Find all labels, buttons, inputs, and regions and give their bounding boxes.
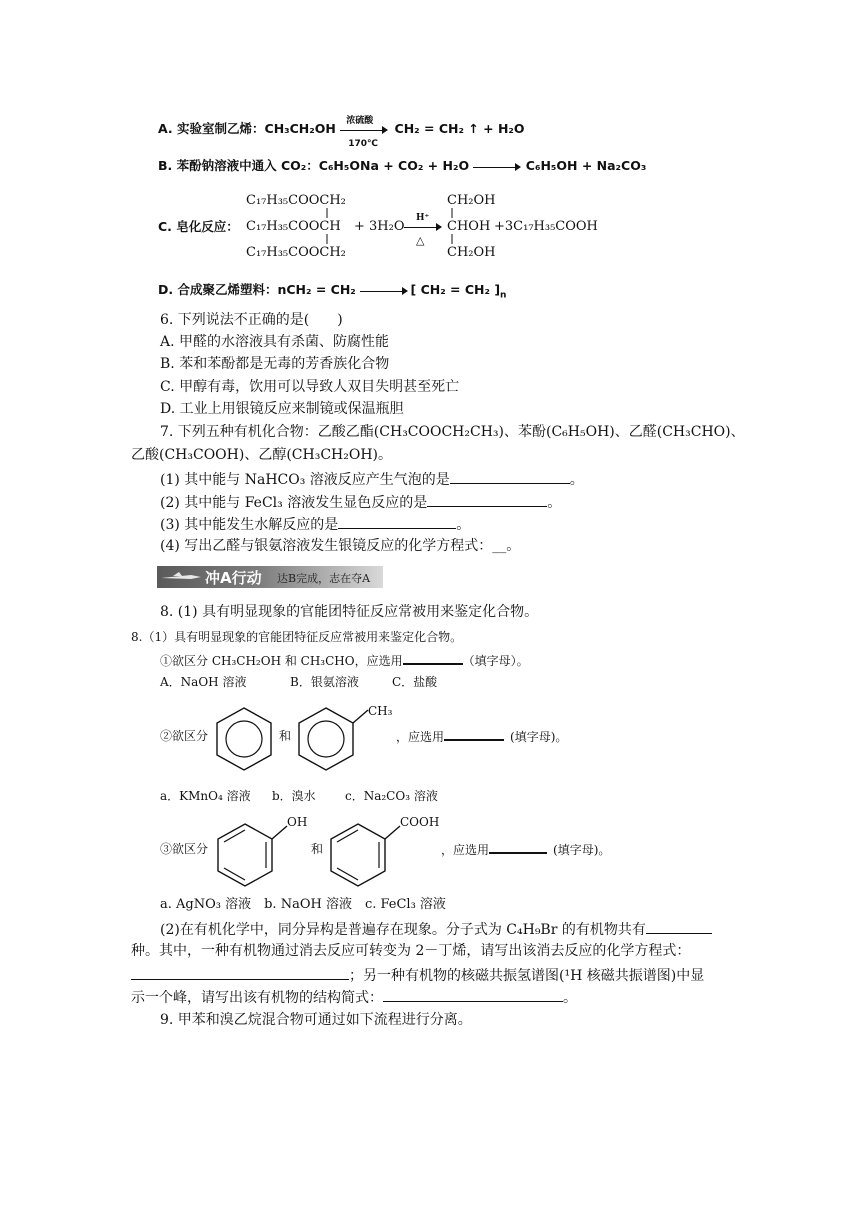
- reaction-b-lhs: C₆H₅ONa + CO₂ + H₂O: [318, 158, 470, 173]
- glycerol-top: CH₂OH: [447, 193, 496, 208]
- q8-part-2-line-4-text: 示一个峰，请写出该有机物的结构简式：: [131, 990, 383, 1006]
- q8-sub-2-option-b: b．溴水: [272, 789, 316, 803]
- q7-part-1: [160, 469, 584, 489]
- q8-line-1: 8. (1) 具有明显现象的官能团特征反应常被用来鉴定化合物。: [160, 604, 539, 620]
- q7-answer-blank-1[interactable]: [450, 469, 570, 484]
- reaction-c-water: + 3H₂O: [354, 219, 405, 234]
- reaction-arrow-d: [360, 284, 406, 298]
- q7-answer-blank-2[interactable]: [427, 492, 547, 507]
- q6-option-d: D. 工业上用银镜反应来制镜或保温瓶胆: [160, 401, 404, 417]
- q8-sub-1-text: ①欲区分 CH₃CH₂OH 和 CH₃CHO，应选用: [160, 654, 403, 668]
- q7-part-2-text: (2) 其中能与 FeCl₃ 溶液发生显色反应的是: [160, 495, 428, 511]
- banner-subtitle: 达B完成，志在夺A: [277, 572, 371, 585]
- q8-sub-3-end: (填字母)。: [553, 843, 611, 857]
- q7-part-3-text: (3) 其中能发生水解反应的是: [160, 517, 339, 533]
- q7-part-1-end: 。: [569, 472, 584, 488]
- reaction-arrow-c: [404, 213, 444, 247]
- q8-answer-blank-6[interactable]: [383, 987, 563, 1002]
- reaction-b-label: B. 苯酚钠溶液中通入 CO₂：: [158, 158, 319, 173]
- q8-sub-1-option-c: C．盐酸: [392, 675, 438, 689]
- q8-line-2: 8.（1）具有明显现象的官能团特征反应常被用来鉴定化合物。: [131, 630, 463, 644]
- q7-part-2: [160, 492, 561, 512]
- q6-option-b: B. 苯和苯酚都是无毒的芳香族化合物: [160, 356, 390, 372]
- q6-option-c: C. 甲醇有毒，饮用可以导致人双目失明甚至死亡: [160, 379, 460, 395]
- q7-part-4: (4) 写出乙醛与银氨溶液发生银镜反应的化学方程式：__。: [160, 538, 521, 554]
- jet-icon: [161, 572, 201, 582]
- q8-sub-2-label: ②欲区分: [160, 729, 209, 743]
- glycerol-mid: CHOH: [447, 219, 491, 234]
- benzoic-acid-cooh-label: COOH: [400, 815, 440, 829]
- ester-bonds: [0, 0, 860, 300]
- reaction-d: [158, 281, 506, 305]
- q7-stem-2: 乙酸(CH₃COOH)、乙醇(CH₃CH₂OH)。: [131, 447, 393, 463]
- arrow-c-below: △: [416, 234, 425, 247]
- q8-sub-1-option-a: A．NaOH 溶液: [160, 675, 247, 689]
- reaction-d-rhs: [ CH₂ = CH₂ ]: [410, 282, 501, 297]
- reaction-d-sub: n: [500, 290, 507, 301]
- q8-answer-blank-5[interactable]: [131, 965, 349, 980]
- q8-sub-1-option-b: B．银氨溶液: [290, 675, 359, 689]
- arrow-c-above: H⁺: [416, 213, 430, 223]
- arrow-a-below: 170℃: [348, 138, 378, 149]
- q6-option-a: A. 甲醛的水溶液具有杀菌、防腐性能: [160, 334, 390, 350]
- q8-part-2-line-1: [160, 919, 712, 939]
- q8-part-2-line-4-end: 。: [563, 990, 577, 1006]
- reaction-a-lhs: CH₃CH₂OH: [264, 121, 336, 136]
- q7-stem-1: 7. 下列五种有机化合物：乙酸乙酯(CH₃COOCH₂CH₃)、苯酚(C₆H₅OH)、乙醛(CH₃CHO)、: [160, 424, 745, 440]
- reaction-c-acid: +3C₁₇H₃₅COOH: [494, 219, 598, 234]
- q8-part-2-line-1-text: (2)在有机化学中，同分异构是普遍存在现象。分子式为 C₄H₉Br 的有机物共有: [160, 922, 646, 938]
- ester-top: C₁₇H₃₅COOCH₂: [246, 193, 346, 208]
- q6-stem: 6. 下列说法不正确的是( ): [160, 312, 343, 328]
- arrow-a-above: 浓硫酸: [346, 115, 374, 126]
- benzene-structure: [214, 706, 274, 772]
- toluene-ch3-label: CH₃: [368, 704, 393, 718]
- q7-part-3-end: 。: [456, 517, 471, 533]
- q8-answer-blank-2[interactable]: [444, 727, 504, 741]
- reaction-a-rhs: CH₂ = CH₂ ↑ + H₂O: [394, 121, 525, 136]
- q8-sub-3-pick: [441, 840, 610, 859]
- glycerol-bot: CH₂OH: [447, 245, 496, 260]
- q8-sub-2-pick: [396, 727, 567, 746]
- reaction-d-lhs: nCH₂ = CH₂: [277, 282, 356, 297]
- q8-sub-1: [160, 651, 529, 670]
- q8-sub-1-end: （填字母）。: [462, 654, 529, 668]
- q8-sub-2-end: (填字母)。: [510, 730, 568, 744]
- ester-bot: C₁₇H₃₅COOCH₂: [246, 245, 346, 260]
- q8-part-2-line-3-text: ；另一种有机物的核磁共振氢谱图(¹H 核磁共振谱图)中显: [349, 968, 705, 984]
- q8-sub-3-label: ③欲区分: [160, 842, 209, 856]
- q7-part-3: [160, 514, 470, 534]
- q8-sub-3-pick-text: ，应选用: [441, 843, 490, 857]
- reaction-c-label: C. 皂化反应：: [158, 219, 239, 234]
- q8-sub-2-and: 和: [279, 729, 292, 743]
- q8-part-2-line-2: 种。其中，一种有机物通过消去反应可转变为 2－丁烯，请写出该消去反应的化学方程式：: [131, 943, 691, 959]
- q8-sub-3-and: 和: [311, 842, 324, 856]
- q7-part-2-end: 。: [547, 495, 562, 511]
- q8-sub-2-pick-text: ，应选用: [396, 730, 445, 744]
- q9-stem: 9. 甲苯和溴乙烷混合物可通过如下流程进行分离。: [160, 1012, 472, 1028]
- q8-sub-2-option-a: a．KMnO₄ 溶液: [160, 789, 251, 803]
- banner-title: 冲A行动: [205, 569, 262, 587]
- q8-answer-blank-1[interactable]: [403, 651, 463, 665]
- q8-sub-2-option-c: c．Na₂CO₃ 溶液: [345, 789, 438, 803]
- q7-answer-blank-3[interactable]: [338, 514, 456, 529]
- q8-answer-blank-4[interactable]: [646, 919, 712, 934]
- ester-mid: C₁₇H₃₅COOCH: [246, 219, 341, 234]
- reaction-b-rhs: C₆H₅OH + Na₂CO₃: [525, 158, 647, 173]
- phenol-oh-label: OH: [287, 815, 308, 829]
- q7-part-1-text: (1) 其中能与 NaHCO₃ 溶液反应产生气泡的是: [160, 472, 450, 488]
- q8-part-2-line-3: [131, 965, 704, 985]
- reaction-d-label: D. 合成聚乙烯塑料：: [158, 282, 278, 297]
- q8-sub-3-options: a. AgNO₃ 溶液 b. NaOH 溶液 c. FeCl₃ 溶液: [160, 897, 446, 912]
- q8-part-2-line-4: [131, 987, 577, 1007]
- section-banner: [157, 566, 383, 588]
- q8-answer-blank-3[interactable]: [489, 840, 547, 854]
- reaction-a-label: A. 实验室制乙烯：: [158, 121, 265, 136]
